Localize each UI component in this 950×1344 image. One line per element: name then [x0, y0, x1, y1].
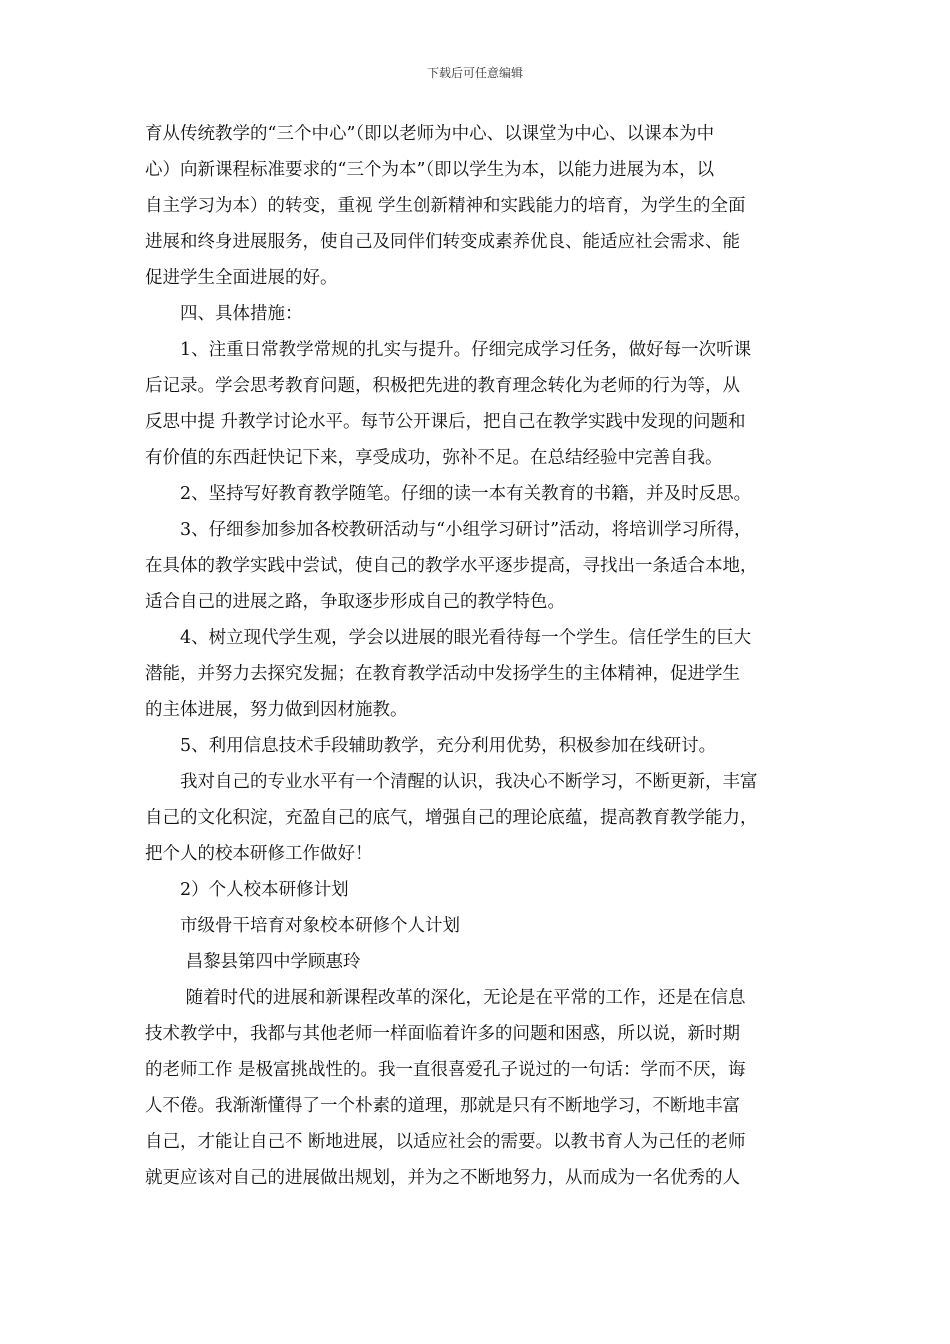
text-line: 4、树立现代学生观，学会以进展的眼光看待每一个学生。信任学生的巨大 [145, 628, 752, 648]
text-line: 的主体进展，努力做到因材施教。 [145, 700, 408, 720]
text-line: 心）向新课程标准要求的“三个为本”（即以学生为本，以能力进展为本，以 [145, 160, 715, 180]
text-line: 有价值的东西赶快记下来，享受成功，弥补不足。在总结经验中完善自我。 [145, 448, 723, 468]
plan-title: 市级骨干培育对象校本研修个人计划 [145, 916, 460, 936]
text-line: 人不倦。我渐渐懂得了一个朴素的道理，那就是只有不断地学习，不断地丰富 [145, 1096, 740, 1116]
text-line: 5、利用信息技术手段辅助教学，充分利用优势，积极参加在线研讨。 [145, 736, 717, 756]
text-line: 后记录。学会思考教育问题，积极把先进的教育理念转化为老师的行为等，从 [145, 376, 740, 396]
text-line: 3、仔细参加参加各校教研活动与“小组学习研讨”活动，将培训学习所得， [145, 520, 752, 540]
text-line: 促进学生全面进展的好。 [145, 268, 338, 288]
author-line: 昌黎县第四中学顾惠玲 [145, 952, 361, 972]
text-line: 育从传统教学的“三个中心”（即以老师为中心、以课堂为中心、以课本为中 [145, 124, 715, 144]
text-line: 自己的文化积淀，充盈自己的底气，增强自己的理论底蕴，提高教育教学能力， [145, 808, 758, 828]
section-heading: 2）个人校本研修计划 [145, 880, 349, 900]
text-line: 技术教学中，我都与其他老师一样面临着许多的问题和困惑，所以说，新时期 [145, 1024, 740, 1044]
text-line: 潜能，并努力去探究发掘；在教育教学活动中发扬学生的主体精神，促进学生 [145, 664, 740, 684]
text-line: 的老师工作 是极富挑战性的。我一直很喜爱孔子说过的一句话：学而不厌，诲 [145, 1060, 746, 1080]
text-line: 自己，才能让自己不 断地进展，以适应社会的需要。以教书育人为己任的老师 [145, 1132, 746, 1152]
text-line: 随着时代的进展和新课程改革的深化，无论是在平常的工作，还是在信息 [145, 988, 746, 1008]
text-line: 进展和终身进展服务，使自己及同伴们转变成素养优良、能适应社会需求、能 [145, 232, 740, 252]
text-line: 把个人的校本研修工作做好！ [145, 844, 373, 864]
document-body [145, 116, 815, 1196]
text-line: 2、坚持写好教育教学随笔。仔细的读一本有关教育的书籍，并及时反思。 [145, 484, 752, 504]
text-line: 反思中提 升教学讨论水平。每节公开课后，把自己在教学实践中发现的问题和 [145, 412, 746, 432]
text-line: 在具体的教学实践中尝试，使自己的教学水平逐步提高，寻找出一条适合本地， [145, 556, 758, 576]
section-heading: 四、具体措施： [145, 304, 303, 324]
text-line: 适合自己的进展之路，争取逐步形成自己的教学特色。 [145, 592, 565, 612]
text-line: 我对自己的专业水平有一个清醒的认识，我决心不断学习，不断更新，丰富 [145, 772, 758, 792]
text-line: 1、注重日常教学常规的扎实与提升。仔细完成学习任务，做好每一次听课 [145, 340, 752, 360]
text-line: 就更应该对自己的进展做出规划，并为之不断地努力，从而成为一名优秀的人 [145, 1168, 740, 1188]
text-line: 自主学习为本）的转变，重视 学生创新精神和实践能力的培育，为学生的全面 [145, 196, 746, 216]
page-header: 下载后可任意编辑 [426, 66, 523, 80]
